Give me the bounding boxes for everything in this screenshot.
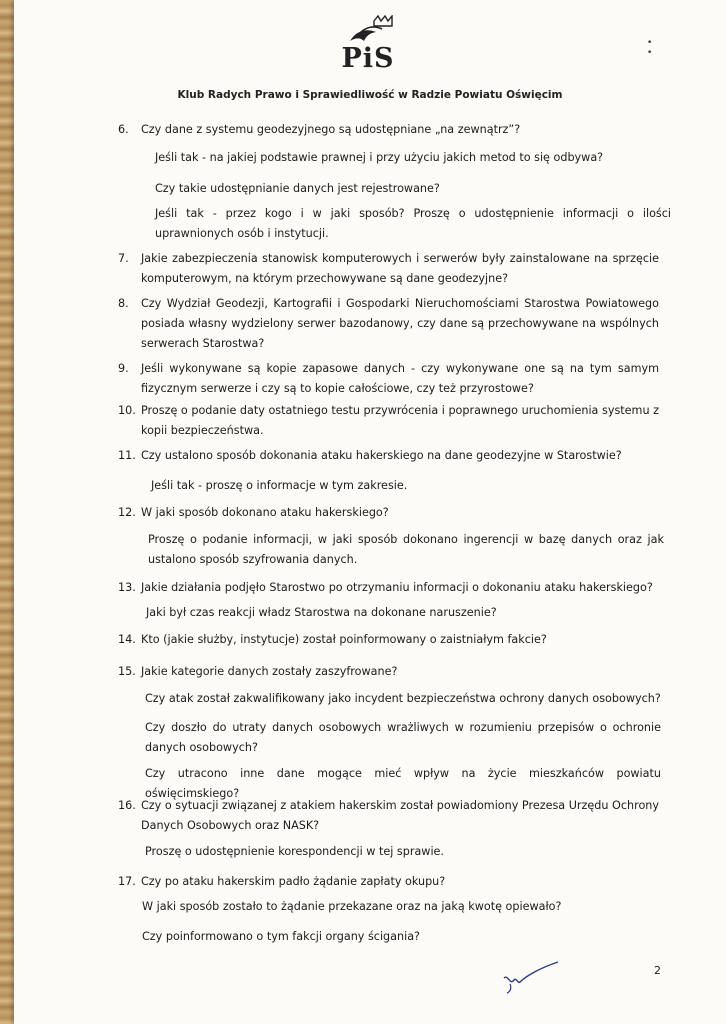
question-subtext: Jeśli tak - przez kogo i w jaki sposób? Proszę o udostępnienie informacji o ilości uprawnionych osób i instytucji. <box>155 207 671 240</box>
scan-specks: • • <box>647 38 675 58</box>
question-number: 15. <box>118 665 136 678</box>
question-text: Czy o sytuacji związanej z atakiem hakerskim został powiadomiony Prezesa Urzędu Ochrony Danych Osobowych oraz NASK? <box>141 799 659 832</box>
page-number: 2 <box>654 964 661 977</box>
question-number: 7. <box>118 252 129 265</box>
question-number: 9. <box>118 362 129 375</box>
question-number: 11. <box>118 449 136 462</box>
pis-logo <box>336 15 400 77</box>
question-subtext: Czy poinformowano o tym fakcji organy ścigania? <box>142 930 420 943</box>
question-text: Proszę o podanie daty ostatniego testu przywrócenia i poprawnego uruchomienia systemu z kopii bezpieczeństwa. <box>141 404 659 437</box>
question-subtext: Czy doszło do utraty danych osobowych wrażliwych w rozumieniu przepisów o ochronie danych osobowych? <box>145 721 661 754</box>
question-subtext: Czy utracono inne dane mogące mieć wpływ na życie mieszkańców powiatu oświęcimskiego? <box>145 767 661 800</box>
question-subtext: Jaki był czas reakcji władz Starostwa na dokonane naruszenie? <box>146 606 497 619</box>
club-header-title: Klub Radych Prawo i Sprawiedliwość w Radzie Powiatu Oświęcim <box>177 89 563 101</box>
question-subtext: W jaki sposób zostało to żądanie przekazane oraz na jaką kwotę opiewało? <box>142 900 562 913</box>
question-subtext: Jeśli tak - proszę o informacje w tym zakresie. <box>151 479 408 492</box>
question-number: 6. <box>118 123 129 136</box>
question-subtext: Czy atak został zakwalifikowany jako incydent bezpieczeństwa ochrony danych osobowych? <box>145 692 661 705</box>
question-text: Czy dane z systemu geodezyjnego są udostępniane „na zewnątrz”? <box>141 123 521 136</box>
question-number: 10. <box>118 404 136 417</box>
question-subtext: Jeśli tak - na jakiej podstawie prawnej i przy użyciu jakich metod to się odbywa? <box>155 151 604 164</box>
question-subtext: Proszę o udostępnienie korespondencji w tej sprawie. <box>145 845 444 858</box>
question-text: W jaki sposób dokonano ataku hakerskiego? <box>141 506 389 519</box>
question-number: 12. <box>118 506 136 519</box>
question-number: 16. <box>118 799 136 812</box>
logo-wordmark: PiS <box>341 43 395 74</box>
question-text: Jakie zabezpieczenia stanowisk komputerowych i serwerów były zainstalowane na sprzęcie komputerowym, na którym przechowywane są dane geodezyjne? <box>141 252 659 285</box>
signature-initials <box>500 960 562 994</box>
document-page <box>14 0 726 1024</box>
question-number: 17. <box>118 875 136 888</box>
question-number: 13. <box>118 581 136 594</box>
question-text: Czy po ataku hakerskim padło żądanie zapłaty okupu? <box>141 875 446 888</box>
question-text: Czy ustalono sposób dokonania ataku hakerskiego na dane geodezyjne w Starostwie? <box>141 449 622 462</box>
question-number: 8. <box>118 297 129 310</box>
question-subtext: Proszę o podanie informacji, w jaki sposób dokonano ingerencji w bazę danych oraz jak ustalono sposób szyfrowania danych. <box>148 533 664 566</box>
question-text: Jeśli wykonywane są kopie zapasowe danych - czy wykonywane one są na tym samym fizycznym serwerze i czy są to kopie całościowe, czy też przyrostowe? <box>141 362 659 395</box>
question-number: 14. <box>118 633 136 646</box>
question-subtext: Czy takie udostępnianie danych jest rejestrowane? <box>155 182 440 195</box>
question-text: Jakie kategorie danych zostały zaszyfrowane? <box>141 665 398 678</box>
question-text: Kto (jakie służby, instytucje) został poinformowany o zaistniałym fakcie? <box>141 633 547 646</box>
question-text: Czy Wydział Geodezji, Kartografii i Gospodarki Nieruchomościami Starostwa Powiatowego posiada własny wydzielony serwer bazodanowy, czy dane są przechowywane na wspólnych serwerach Starostwa? <box>141 297 659 350</box>
question-text: Jakie działania podjęło Starostwo po otrzymaniu informacji o dokonaniu ataku hakerskiego? <box>141 581 653 594</box>
